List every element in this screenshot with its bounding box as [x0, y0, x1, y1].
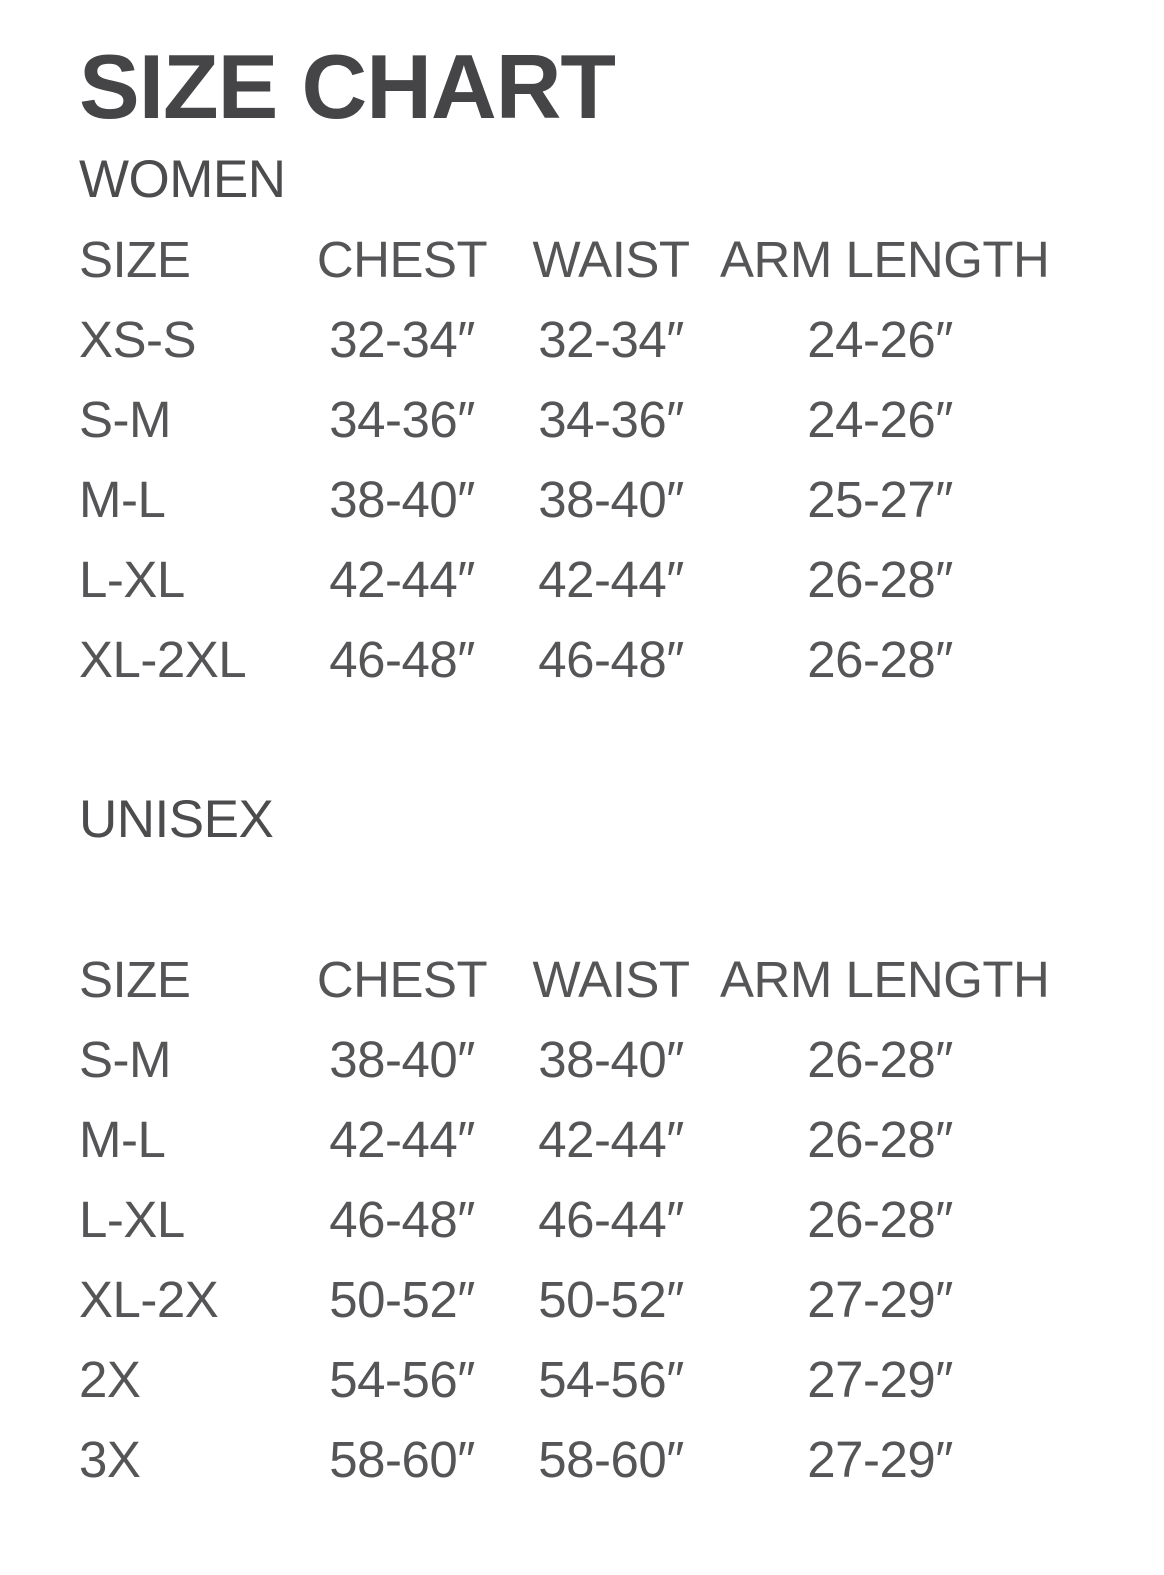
- waist-cell: 50-52″: [538, 1271, 684, 1328]
- waist-cell: 38-40″: [538, 1031, 684, 1088]
- column-header-arm-length: ARM LENGTH: [720, 231, 1050, 288]
- waist-cell: 42-44″: [538, 551, 684, 608]
- arm-length-cell: 26-28″: [807, 1111, 953, 1168]
- chest-cell: 58-60″: [329, 1431, 475, 1488]
- waist-cell: 46-44″: [538, 1191, 684, 1248]
- waist-cell: 46-48″: [538, 631, 684, 688]
- waist-cell: 38-40″: [538, 471, 684, 528]
- column-header-chest: CHEST: [316, 231, 488, 288]
- arm-length-cell: 27-29″: [807, 1271, 953, 1328]
- column-header-size: SIZE: [79, 951, 191, 1008]
- arm-length-cell: 26-28″: [807, 551, 953, 608]
- waist-cell: 58-60″: [538, 1431, 684, 1488]
- column-header-arm-length: ARM LENGTH: [720, 951, 1050, 1008]
- size-cell: XL-2XL: [79, 631, 247, 688]
- size-cell: S-M: [79, 1031, 171, 1088]
- size-cell: XS-S: [79, 311, 197, 368]
- column-header-waist: WAIST: [532, 951, 690, 1008]
- waist-cell: 54-56″: [538, 1351, 684, 1408]
- chest-cell: 42-44″: [329, 1111, 475, 1168]
- waist-cell: 34-36″: [538, 391, 684, 448]
- arm-length-cell: 24-26″: [807, 391, 953, 448]
- chest-cell: 34-36″: [329, 391, 475, 448]
- chest-cell: 42-44″: [329, 551, 475, 608]
- arm-length-cell: 26-28″: [807, 1191, 953, 1248]
- women-size-table: [79, 220, 1164, 700]
- size-cell: M-L: [79, 1111, 166, 1168]
- chest-cell: 50-52″: [329, 1271, 475, 1328]
- arm-length-cell: 26-28″: [807, 631, 953, 688]
- size-cell: 3X: [79, 1431, 141, 1488]
- chest-cell: 38-40″: [329, 471, 475, 528]
- column-header-chest: CHEST: [316, 951, 488, 1008]
- size-cell: M-L: [79, 471, 166, 528]
- women-section-label: WOMEN: [79, 150, 286, 209]
- arm-length-cell: 24-26″: [807, 311, 953, 368]
- unisex-section-label: UNISEX: [79, 790, 274, 849]
- size-cell: XL-2X: [79, 1271, 219, 1328]
- waist-cell: 42-44″: [538, 1111, 684, 1168]
- page-title: SIZE CHART: [79, 37, 615, 138]
- arm-length-cell: 25-27″: [807, 471, 953, 528]
- unisex-size-table: [79, 940, 1164, 1500]
- size-cell: L-XL: [79, 551, 185, 608]
- arm-length-cell: 26-28″: [807, 1031, 953, 1088]
- chest-cell: 46-48″: [329, 1191, 475, 1248]
- chest-cell: 54-56″: [329, 1351, 475, 1408]
- arm-length-cell: 27-29″: [807, 1431, 953, 1488]
- section-gap: [79, 860, 1164, 940]
- chest-cell: 46-48″: [329, 631, 475, 688]
- arm-length-cell: 27-29″: [807, 1351, 953, 1408]
- chest-cell: 38-40″: [329, 1031, 475, 1088]
- section-gap: [79, 700, 1164, 780]
- waist-cell: 32-34″: [538, 311, 684, 368]
- size-cell: S-M: [79, 391, 171, 448]
- column-header-size: SIZE: [79, 231, 191, 288]
- size-cell: L-XL: [79, 1191, 185, 1248]
- column-header-waist: WAIST: [532, 231, 690, 288]
- size-cell: 2X: [79, 1351, 141, 1408]
- chest-cell: 32-34″: [329, 311, 475, 368]
